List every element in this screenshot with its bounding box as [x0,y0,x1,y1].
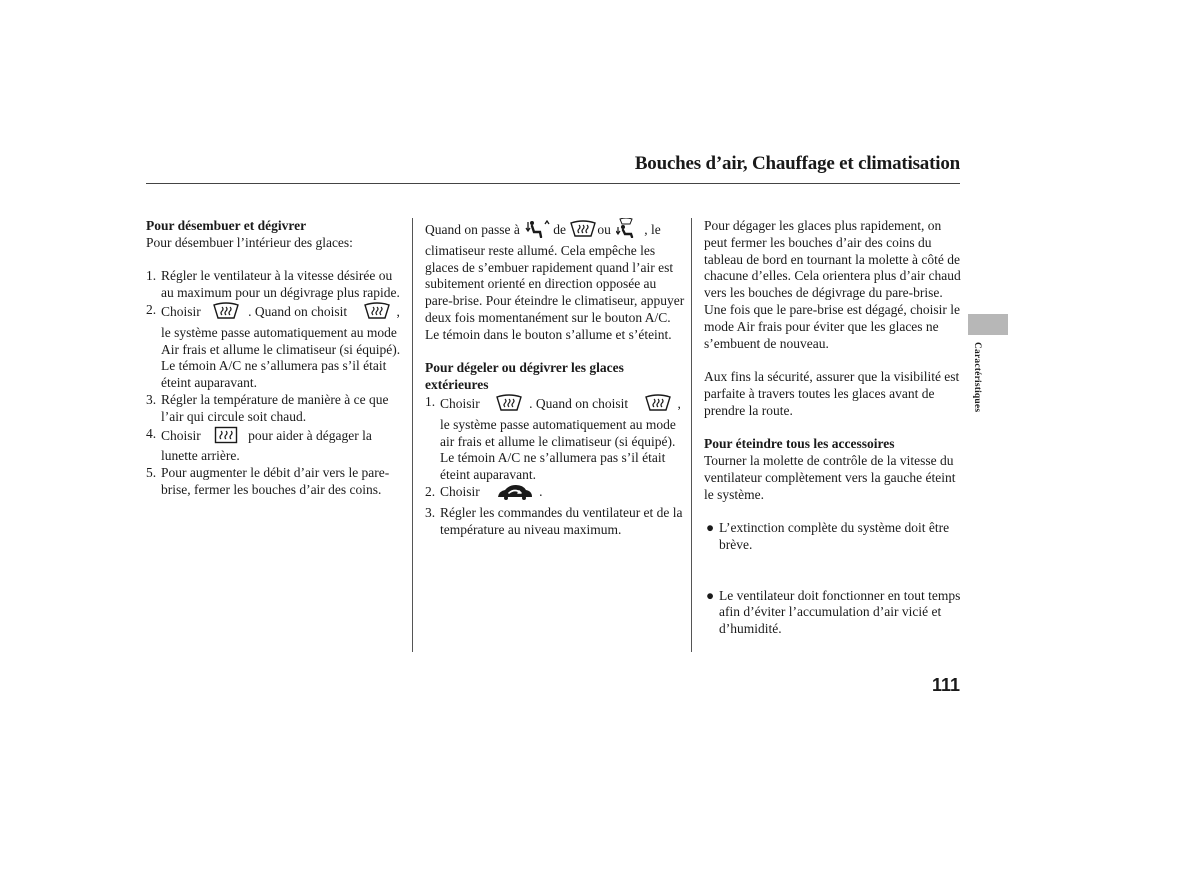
windshield-defrost-icon [363,302,391,325]
page-title: Bouches d’air, Chauffage et climatisation [634,153,960,174]
safety-paragraph: Aux fins la sécurité, assurer que la visibilité est parfaite à travers toutes les glaces avant de prendre la route. [704,369,960,418]
turn-off-paragraph: Tourner la molette de contrôle de la vitesse du ventilateur complètement vers la gauche éteint le système. [704,453,956,502]
list-item: 1. Choisir . Quand on choisit , le système passe automatiquement au mode air frais et allume le climatiseur (si équipé). Le témoin A/C ne s’allumera pas s’il était éteint auparavant. [425,393,681,483]
section-heading-defog: Pour désembuer et dégivrer [146,218,307,233]
windshield-defrost-icon [495,394,523,417]
tips-bullets [704,520,962,638]
list-item: 3. Régler la température de manière à ce que l’air qui circule soit chaud. [146,391,389,424]
list-item: ● Le ventilateur doit fonctionner en tout temps afin d’éviter l’accumulation d’air vicié et d’humidité. [706,587,961,637]
floor-defrost-mode-icon [616,218,642,243]
bullet-icon: ● [706,520,715,536]
section-heading-turn-off: Pour éteindre tous les accessoires [704,436,895,452]
chapter-tab [968,314,1008,335]
list-item: 4. Choisir pour aider à dégager la lunette arrière. [146,425,372,464]
rear-defrost-icon [214,426,238,449]
windshield-defrost-icon [212,302,240,325]
column-divider-2 [691,218,692,652]
column-mode-change [425,218,685,538]
section-heading-exterior: Pour dégeler ou dégivrer les glaces extérieures [425,360,624,393]
list-item: 5. Pour augmenter le débit d’air vers le pare-brise, fermer les bouches d’air des coins. [146,465,390,497]
list-item: 2. Choisir . [425,484,685,505]
list-item: 1. Régler le ventilateur à la vitesse désirée ou au maximum pour un dégivrage plus rapide. [146,268,400,301]
windshield-defrost-icon [569,220,597,243]
list-item: 3. Régler les commandes du ventilateur et de la température au niveau maximum. [425,504,683,537]
windshield-defrost-icon [644,394,672,417]
floor-vent-mode-icon [525,220,551,243]
column-tips [704,218,962,638]
defog-steps [146,268,406,498]
exterior-steps [425,394,685,538]
list-item: 2. Choisir . Quand on choisit , le système passe automatiquement au mode Air frais et allume le climatiseur (si équipé). Le témoin A/C ne s’allumera pas s’il était éteint auparavant. [146,301,401,391]
column-divider-1 [412,218,413,652]
header-divider [146,183,960,184]
list-item: ● L’extinction complète du système doit être brève. [706,520,950,553]
chapter-label: Caractéristiques [972,342,982,413]
recirculation-icon [497,484,533,505]
mode-change-paragraph: Quand on passe à de ou , le climatiseur reste allumé. Cela empêche les glaces de s’embuer rapidement quand l’air est subitement orienté en direction opposée au pare-brise. Pour éteindre le climatiseur, appuyer deux fois momentanément sur le bouton A/C. Le témoin dans le bouton s’allume et s’éteint. [425,218,685,344]
column-defog [146,218,406,499]
clear-faster-paragraph: Pour dégager les glaces plus rapidement, on peut fermer les bouches d’air des coins du tableau de bord en tournant la molette à côté de chacune d’elles. Cela orientera plus d’air chaud vers les bouches de dégivrage du pare-brise. Une fois que le pare-brise est dégagé, choisir le mode Air frais pour éviter que les glaces ne s’embuent de nouveau. [704,218,961,351]
defog-intro: Pour désembuer l’intérieur des glaces: [146,234,353,250]
page-number: 111 [931,675,960,695]
bullet-icon: ● [706,587,715,603]
